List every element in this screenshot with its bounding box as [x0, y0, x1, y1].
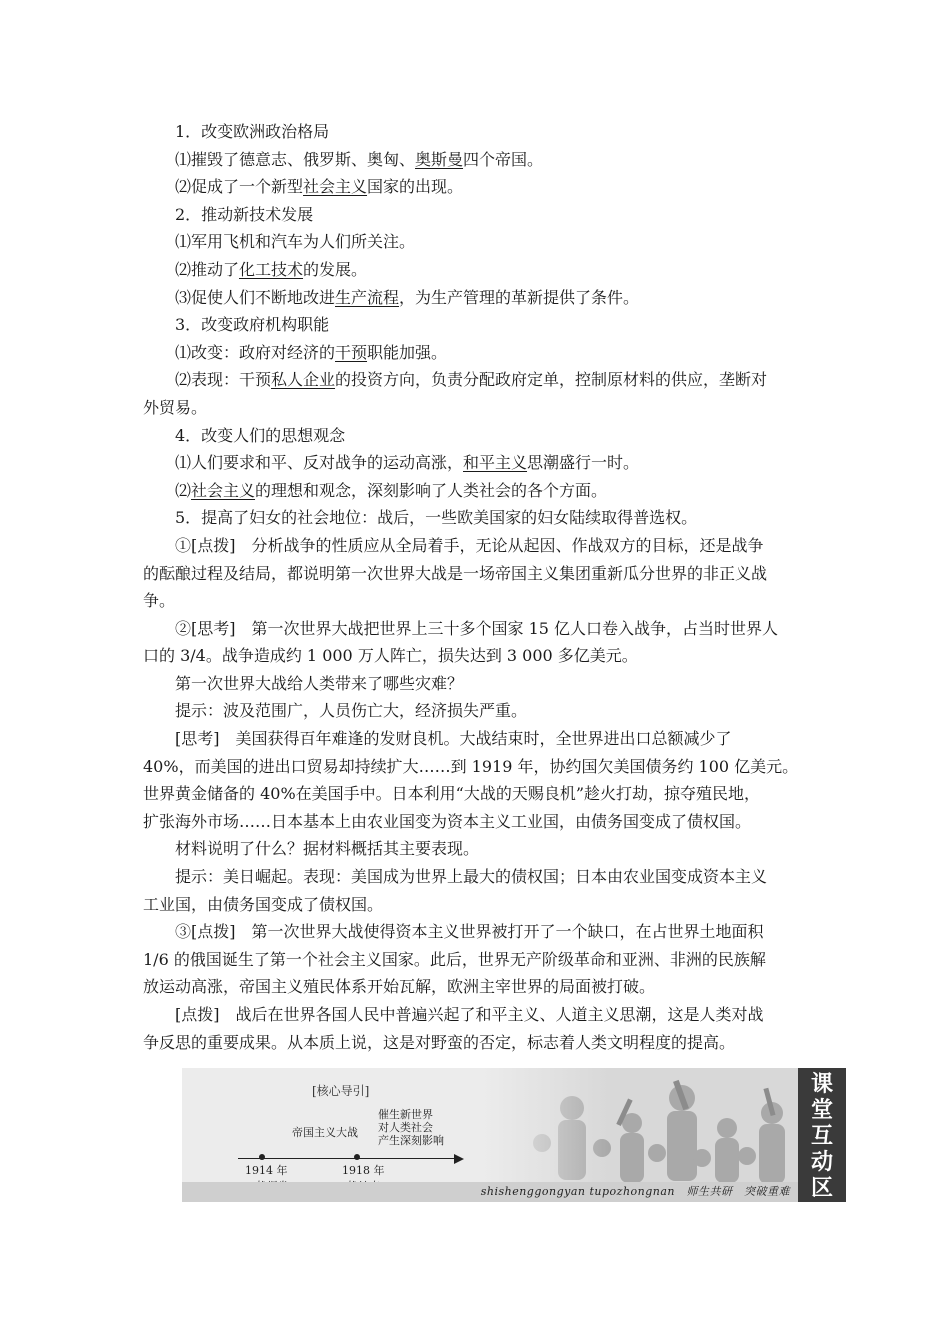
note-5-line-1: [点拨] 战后在世界各国人民中普遍兴起了和平主义、人道主义思潮，这是人类对战 [175, 1005, 764, 1024]
year-1914: 1914 年 [245, 1164, 288, 1177]
item-4-1: ⑴人们要求和平、反对战争的运动高涨，和平主义思潮盛行一时。 [175, 453, 640, 473]
item-2-2: ⑵推动了化工技术的发展。 [175, 259, 368, 279]
banner-footer-text: shishenggongyan tupozhongnan 师生共研 突破重难 [480, 1185, 790, 1198]
note-1-line-1: ①[点拨] 分析战争的性质应从全局着手，无论从起因、作战双方的目标，还是战争 [175, 535, 764, 555]
note-1-line-3: 争。 [143, 591, 176, 611]
note-2-line-2: 口的 3/4。战争造成约 1 000 万人阵亡，损失达到 3 000 多亿美元。 [143, 646, 638, 666]
section-heading-5: 5．提高了妇女的社会地位：战后，一些欧美国家的妇女陆续取得普选权。 [175, 508, 698, 528]
hint-1: 提示：波及范围广，人员伤亡大，经济损失严重。 [175, 701, 528, 721]
question-1: 第一次世界大战给人类带来了哪些灾难？ [175, 673, 464, 693]
item-4-2: ⑵社会主义的理想和观念，深刻影响了人类社会的各个方面。 [175, 480, 608, 500]
note-4-line-3: 放运动高涨，帝国主义殖民体系开始瓦解，欧洲主宰世界的局面被打破。 [143, 977, 656, 997]
item-3-2: ⑵表现：干预私人企业的投资方向，负责分配政府定单，控制原材料的供应，垄断对 [175, 370, 768, 390]
note-3-line-2: 40%，而美国的进出口贸易却持续扩大……到 1919 年，协约国欠美国债务约 100 亿美元。 [143, 756, 799, 776]
section-heading-4: 4．改变人们的思想观念 [175, 425, 346, 445]
note-3-line-1: [思考] 美国获得百年难逢的发财良机。大战结束时，全世界进出口总额减少了 [175, 729, 732, 749]
hint-2-line-1: 提示：美日崛起。表现：美国成为世界上最大的债权国；日本由农业国变成资本主义 [175, 867, 768, 887]
year-1918: 1918 年 [342, 1164, 385, 1177]
core-guide-heading: [核心导引] [312, 1084, 370, 1098]
note-5-line-2: 争反思的重要成果。从本质上说，这是对野蛮的否定，标志着人类文明程度的提高。 [143, 1032, 736, 1052]
item-2-1: ⑴军用飞机和汽车为人们所关注。 [175, 232, 416, 252]
question-2: 材料说明了什么？据材料概括其主要表现。 [175, 839, 480, 859]
note-4-line-2: 1/6 的俄国诞生了第一个社会主义国家。此后，世界无产阶级革命和亚洲、非洲的民族解 [143, 949, 766, 969]
note-4-line-1: ③[点拨] 第一次世界大战使得资本主义世界被打开了一个缺口，在占世界土地面积 [175, 922, 764, 942]
timeline-tick-1918 [354, 1154, 360, 1160]
hint-2-line-2: 工业国，由债务国变成了债权国。 [143, 894, 384, 914]
note-2-line-1: ②[思考] 第一次世界大战把世界上三十多个国家 15 亿人口卷入战争，占当时世界人 [175, 618, 779, 638]
document-body [143, 118, 815, 1056]
timeline-arrow-icon [454, 1154, 464, 1164]
item-2-3: ⑶促使人们不断地改进生产流程，为生产管理的革新提供了条件。 [175, 287, 640, 307]
timeline-tick-1914 [259, 1154, 265, 1160]
item-3-1: ⑴改变：政府对经济的干预职能加强。 [175, 342, 448, 362]
item-3-2-cont: 外贸易。 [143, 397, 208, 417]
timeline-axis [238, 1158, 458, 1159]
note-3-line-4: 扩张海外市场……日本基本上由农业国变为资本主义工业国，由债务国变成了债权国。 [143, 811, 752, 831]
imperialist-war-label: 帝国主义大战 [292, 1126, 358, 1139]
section-heading-1: 1．改变欧洲政治格局 [175, 122, 330, 141]
note-1-line-2: 的酝酿过程及结局，都说明第一次世界大战是一场帝国主义集团重新瓜分世界的非正义战 [143, 563, 768, 583]
effect-line-1: 催生新世界 [378, 1108, 433, 1121]
section-heading-3: 3．改变政府机构职能 [175, 315, 330, 335]
note-3-line-3: 世界黄金储备的 40%在美国手中。日本利用“大战的天赐良机”趁火打劫，掠夺殖民地， [143, 784, 761, 804]
item-1-1: ⑴摧毁了德意志、俄罗斯、奥匈、奥斯曼四个帝国。 [175, 149, 544, 169]
item-1-2: ⑵促成了一个新型社会主义国家的出现。 [175, 177, 464, 197]
effect-line-2: 对人类社会 [378, 1121, 433, 1134]
section-heading-2: 2．推动新技术发展 [175, 204, 314, 224]
effect-line-3: 产生深刻影响 [378, 1134, 444, 1147]
banner-side-title: 课 堂 互 动 区 [810, 1072, 833, 1201]
classroom-banner [182, 1068, 846, 1202]
